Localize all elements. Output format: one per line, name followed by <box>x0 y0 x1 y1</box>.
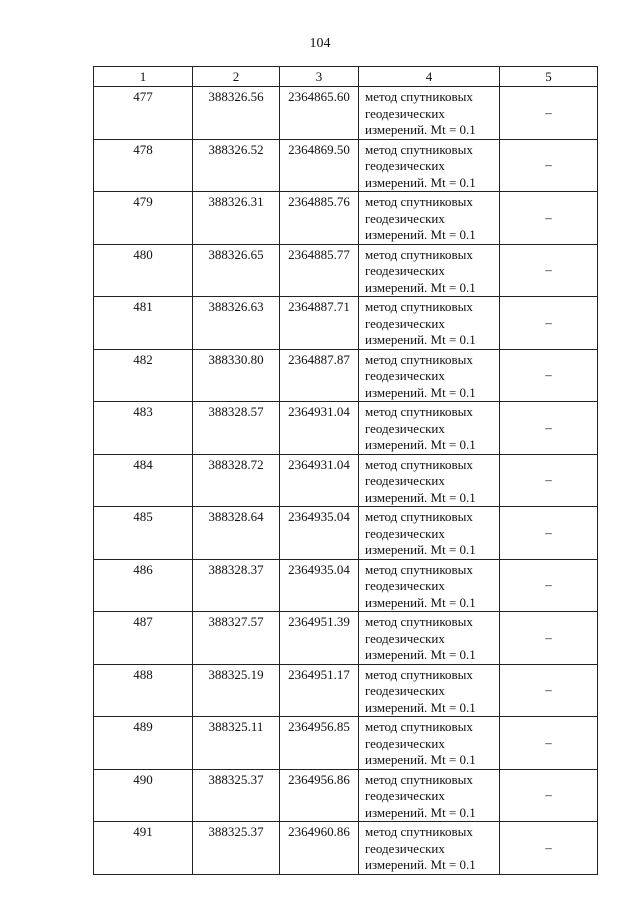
y-coordinate-cell: 2364956.85 <box>280 717 359 770</box>
point-number-cell: 478 <box>94 139 193 192</box>
y-coordinate-cell: 2364885.76 <box>280 192 359 245</box>
method-cell: метод спутниковых геодезических измерений. Mt = 0.1 <box>359 507 500 560</box>
table-row <box>94 717 598 770</box>
note-cell: – <box>500 139 598 192</box>
column-header-2: 2 <box>193 67 280 87</box>
y-coordinate-cell: 2364960.86 <box>280 822 359 875</box>
point-number-cell: 491 <box>94 822 193 875</box>
x-coordinate-cell: 388326.31 <box>193 192 280 245</box>
table-row <box>94 664 598 717</box>
point-number-cell: 487 <box>94 612 193 665</box>
y-coordinate-cell: 2364935.04 <box>280 559 359 612</box>
table-header-row <box>94 67 598 87</box>
point-number-cell: 481 <box>94 297 193 350</box>
table-row <box>94 402 598 455</box>
x-coordinate-cell: 388326.56 <box>193 87 280 140</box>
x-coordinate-cell: 388325.11 <box>193 717 280 770</box>
x-coordinate-cell: 388326.52 <box>193 139 280 192</box>
note-cell: – <box>500 664 598 717</box>
y-coordinate-cell: 2364887.87 <box>280 349 359 402</box>
point-number-cell: 480 <box>94 244 193 297</box>
y-coordinate-cell: 2364956.86 <box>280 769 359 822</box>
point-number-cell: 485 <box>94 507 193 560</box>
y-coordinate-cell: 2364865.60 <box>280 87 359 140</box>
note-cell: – <box>500 454 598 507</box>
table-row <box>94 349 598 402</box>
x-coordinate-cell: 388325.19 <box>193 664 280 717</box>
method-cell: метод спутниковых геодезических измерений. Mt = 0.1 <box>359 612 500 665</box>
y-coordinate-cell: 2364887.71 <box>280 297 359 350</box>
y-coordinate-cell: 2364869.50 <box>280 139 359 192</box>
x-coordinate-cell: 388325.37 <box>193 822 280 875</box>
method-cell: метод спутниковых геодезических измерений. Mt = 0.1 <box>359 402 500 455</box>
note-cell: – <box>500 612 598 665</box>
point-number-cell: 477 <box>94 87 193 140</box>
point-number-cell: 479 <box>94 192 193 245</box>
method-cell: метод спутниковых геодезических измерений. Mt = 0.1 <box>359 349 500 402</box>
column-header-3: 3 <box>280 67 359 87</box>
table-row <box>94 507 598 560</box>
method-cell: метод спутниковых геодезических измерений. Mt = 0.1 <box>359 717 500 770</box>
column-header-1: 1 <box>94 67 193 87</box>
note-cell: – <box>500 402 598 455</box>
y-coordinate-cell: 2364931.04 <box>280 454 359 507</box>
y-coordinate-cell: 2364951.39 <box>280 612 359 665</box>
method-cell: метод спутниковых геодезических измерений. Mt = 0.1 <box>359 559 500 612</box>
note-cell: – <box>500 297 598 350</box>
note-cell: – <box>500 559 598 612</box>
x-coordinate-cell: 388328.64 <box>193 507 280 560</box>
point-number-cell: 484 <box>94 454 193 507</box>
note-cell: – <box>500 769 598 822</box>
x-coordinate-cell: 388328.72 <box>193 454 280 507</box>
method-cell: метод спутниковых геодезических измерений. Mt = 0.1 <box>359 454 500 507</box>
table-row <box>94 769 598 822</box>
point-number-cell: 488 <box>94 664 193 717</box>
method-cell: метод спутниковых геодезических измерений. Mt = 0.1 <box>359 769 500 822</box>
note-cell: – <box>500 349 598 402</box>
method-cell: метод спутниковых геодезических измерений. Mt = 0.1 <box>359 297 500 350</box>
method-cell: метод спутниковых геодезических измерений. Mt = 0.1 <box>359 664 500 717</box>
table-row <box>94 192 598 245</box>
point-number-cell: 489 <box>94 717 193 770</box>
method-cell: метод спутниковых геодезических измерений. Mt = 0.1 <box>359 822 500 875</box>
table-row <box>94 822 598 875</box>
table-row <box>94 297 598 350</box>
note-cell: – <box>500 717 598 770</box>
page-number: 104 <box>309 36 331 51</box>
table-row <box>94 454 598 507</box>
method-cell: метод спутниковых геодезических измерений. Mt = 0.1 <box>359 244 500 297</box>
point-number-cell: 483 <box>94 402 193 455</box>
table-row <box>94 244 598 297</box>
x-coordinate-cell: 388326.63 <box>193 297 280 350</box>
x-coordinate-cell: 388328.37 <box>193 559 280 612</box>
table-row <box>94 612 598 665</box>
table-body <box>94 87 598 875</box>
coordinates-table <box>93 66 598 875</box>
y-coordinate-cell: 2364931.04 <box>280 402 359 455</box>
table-row <box>94 559 598 612</box>
x-coordinate-cell: 388326.65 <box>193 244 280 297</box>
x-coordinate-cell: 388325.37 <box>193 769 280 822</box>
column-header-5: 5 <box>500 67 598 87</box>
x-coordinate-cell: 388330.80 <box>193 349 280 402</box>
x-coordinate-cell: 388327.57 <box>193 612 280 665</box>
note-cell: – <box>500 507 598 560</box>
point-number-cell: 490 <box>94 769 193 822</box>
note-cell: – <box>500 192 598 245</box>
point-number-cell: 482 <box>94 349 193 402</box>
table-row <box>94 139 598 192</box>
table-row <box>94 87 598 140</box>
y-coordinate-cell: 2364935.04 <box>280 507 359 560</box>
column-header-4: 4 <box>359 67 500 87</box>
method-cell: метод спутниковых геодезических измерений. Mt = 0.1 <box>359 192 500 245</box>
method-cell: метод спутниковых геодезических измерений. Mt = 0.1 <box>359 87 500 140</box>
note-cell: – <box>500 822 598 875</box>
x-coordinate-cell: 388328.57 <box>193 402 280 455</box>
point-number-cell: 486 <box>94 559 193 612</box>
note-cell: – <box>500 87 598 140</box>
y-coordinate-cell: 2364951.17 <box>280 664 359 717</box>
y-coordinate-cell: 2364885.77 <box>280 244 359 297</box>
note-cell: – <box>500 244 598 297</box>
method-cell: метод спутниковых геодезических измерений. Mt = 0.1 <box>359 139 500 192</box>
